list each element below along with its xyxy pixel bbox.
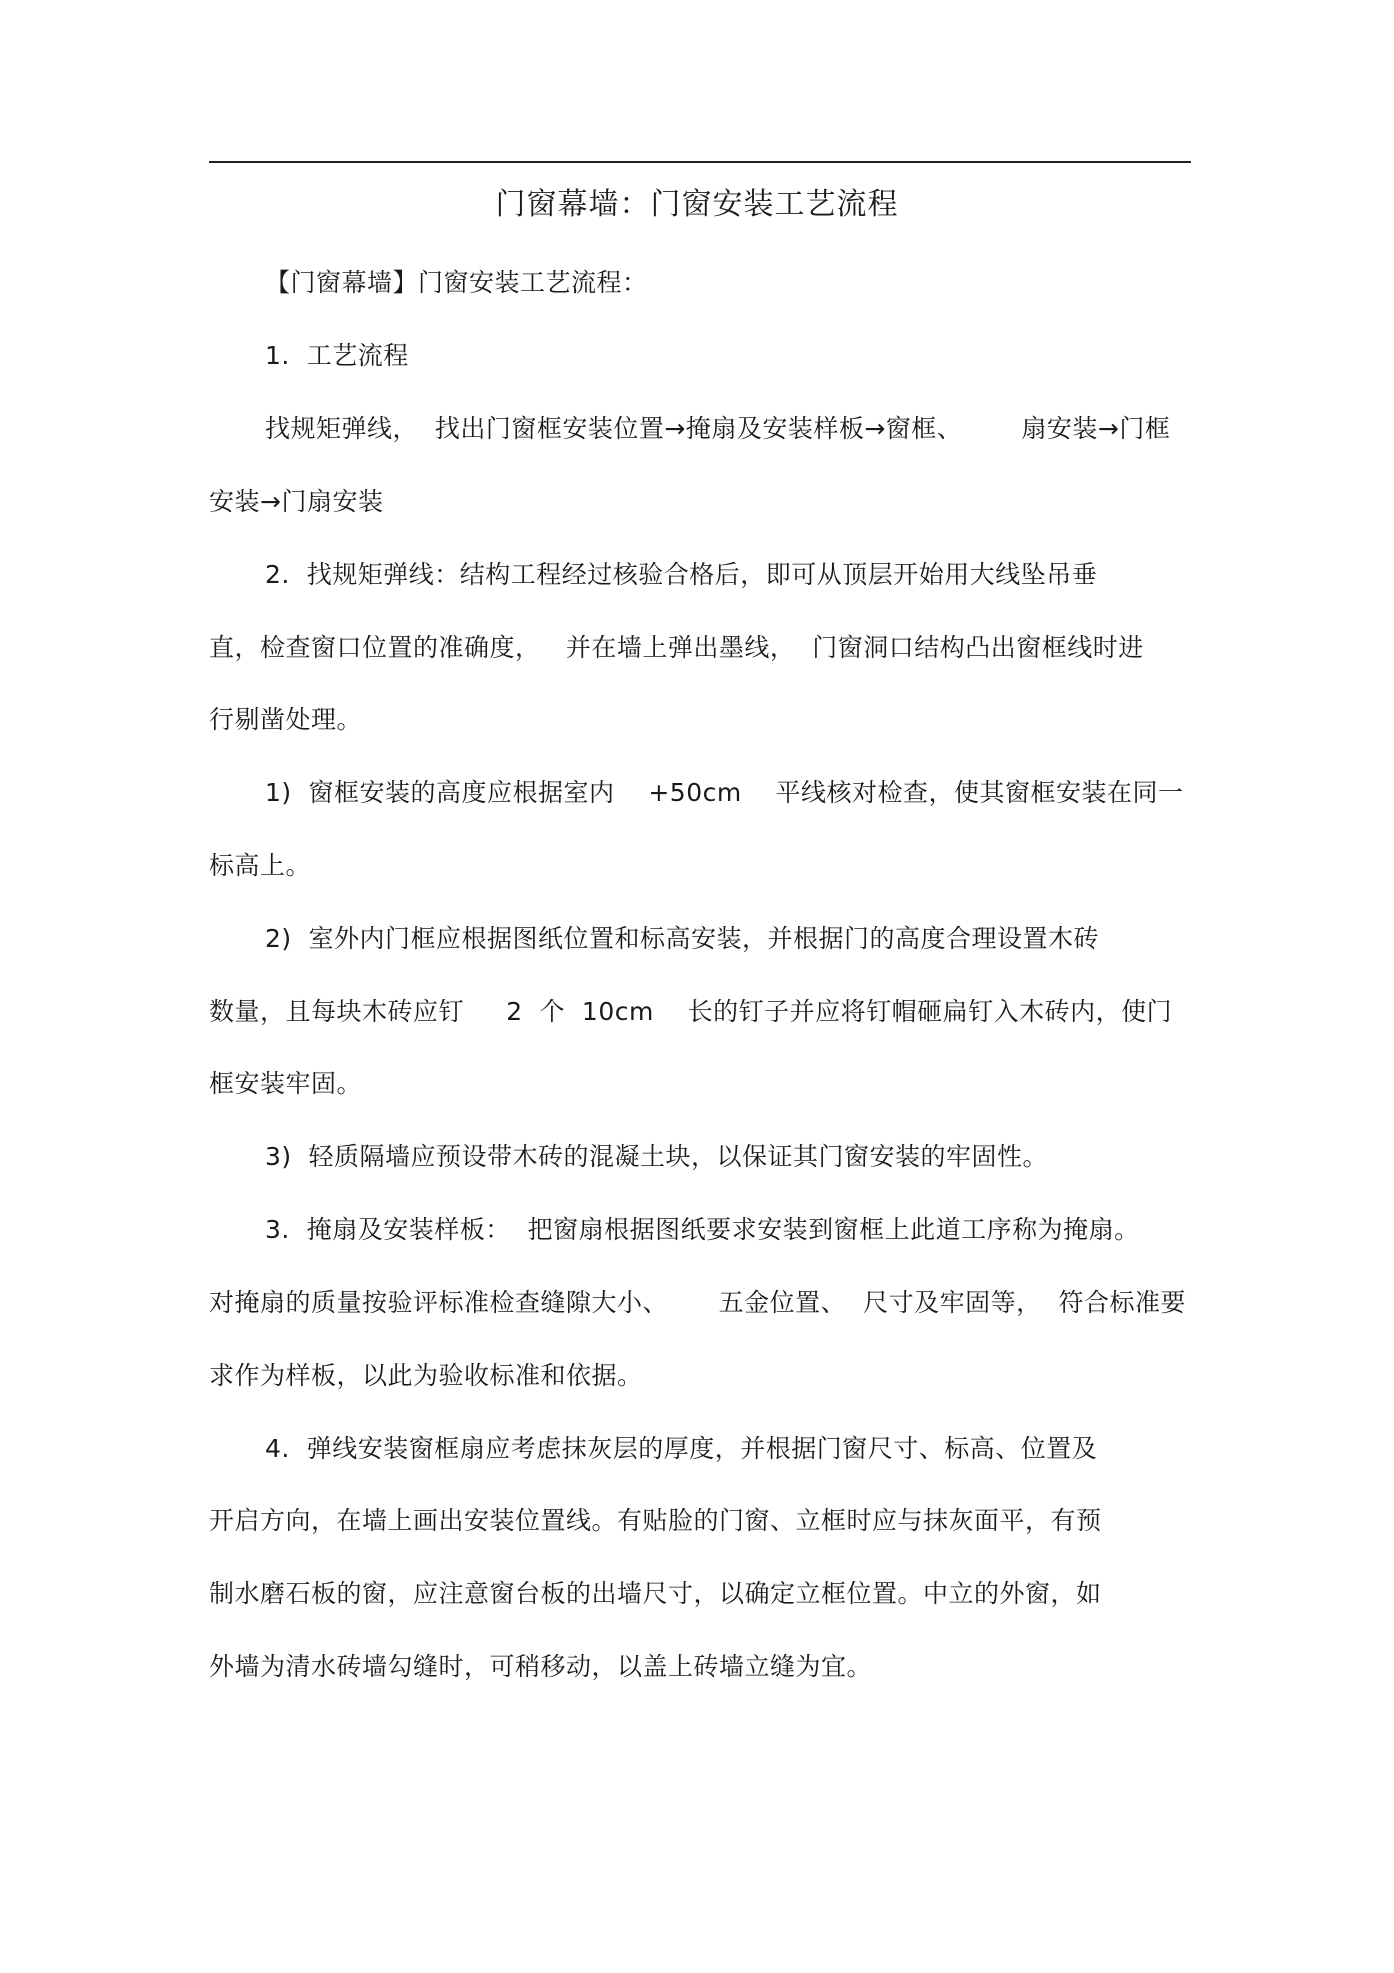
paragraph-line: 标高上。 [209, 851, 312, 880]
paragraph-line: 直，检查窗口位置的准确度， 并在墙上弹出墨线， 门窗洞口结构凸出窗框线时进 [209, 633, 1144, 662]
section-heading-1: 1. 工艺流程 [265, 341, 409, 370]
paragraph-line: 2. 找规矩弹线：结构工程经过核验合格后，即可从顶层开始用大线坠吊垂 [265, 560, 1098, 589]
paragraph-line: 外墙为清水砖墙勾缝时，可稍移动，以盖上砖墙立缝为宜。 [209, 1652, 873, 1681]
header-rule [209, 161, 1191, 163]
paragraph-line: 开启方向，在墙上画出安装位置线。有贴脸的门窗、立框时应与抹灰面平，有预 [209, 1506, 1102, 1535]
paragraph-line: 3. 掩扇及安装样板： 把窗扇根据图纸要求安装到窗框上此道工序称为掩扇。 [265, 1215, 1140, 1244]
paragraph-line: 求作为样板，以此为验收标准和依据。 [209, 1361, 643, 1390]
paragraph-line: 行剔凿处理。 [209, 705, 363, 734]
paragraph-line: 1) 窗框安装的高度应根据室内 +50cm 平线核对检查，使其窗框安装在同一 [265, 778, 1184, 807]
document-title: 门窗幕墙：门窗安装工艺流程 [495, 187, 899, 222]
paragraph-line: 数量，且每块木砖应钉 2 个 10cm 长的钉子并应将钉帽砸扁钉入木砖内，使门 [209, 997, 1173, 1026]
paragraph-line: 制水磨石板的窗，应注意窗台板的出墙尺寸，以确定立框位置。中立的外窗，如 [209, 1579, 1102, 1608]
paragraph-line: 3) 轻质隔墙应预设带木砖的混凝土块，以保证其门窗安装的牢固性。 [265, 1142, 1049, 1171]
paragraph-line: 对掩扇的质量按验评标准检查缝隙大小、 五金位置、 尺寸及牢固等， 符合标准要 [209, 1288, 1186, 1317]
intro-line: 【门窗幕墙】门窗安装工艺流程： [265, 268, 648, 297]
paragraph-line: 找规矩弹线， 找出门窗框安装位置→掩扇及安装样板→窗框、 扇安装→门框 [265, 414, 1171, 443]
paragraph-line: 框安装牢固。 [209, 1069, 363, 1098]
paragraph-line: 2) 室外内门框应根据图纸位置和标高安装，并根据门的高度合理设置木砖 [265, 924, 1100, 953]
paragraph-line: 安装→门扇安装 [209, 487, 384, 516]
paragraph-line: 4. 弹线安装窗框扇应考虑抹灰层的厚度，并根据门窗尺寸、标高、位置及 [265, 1434, 1098, 1463]
